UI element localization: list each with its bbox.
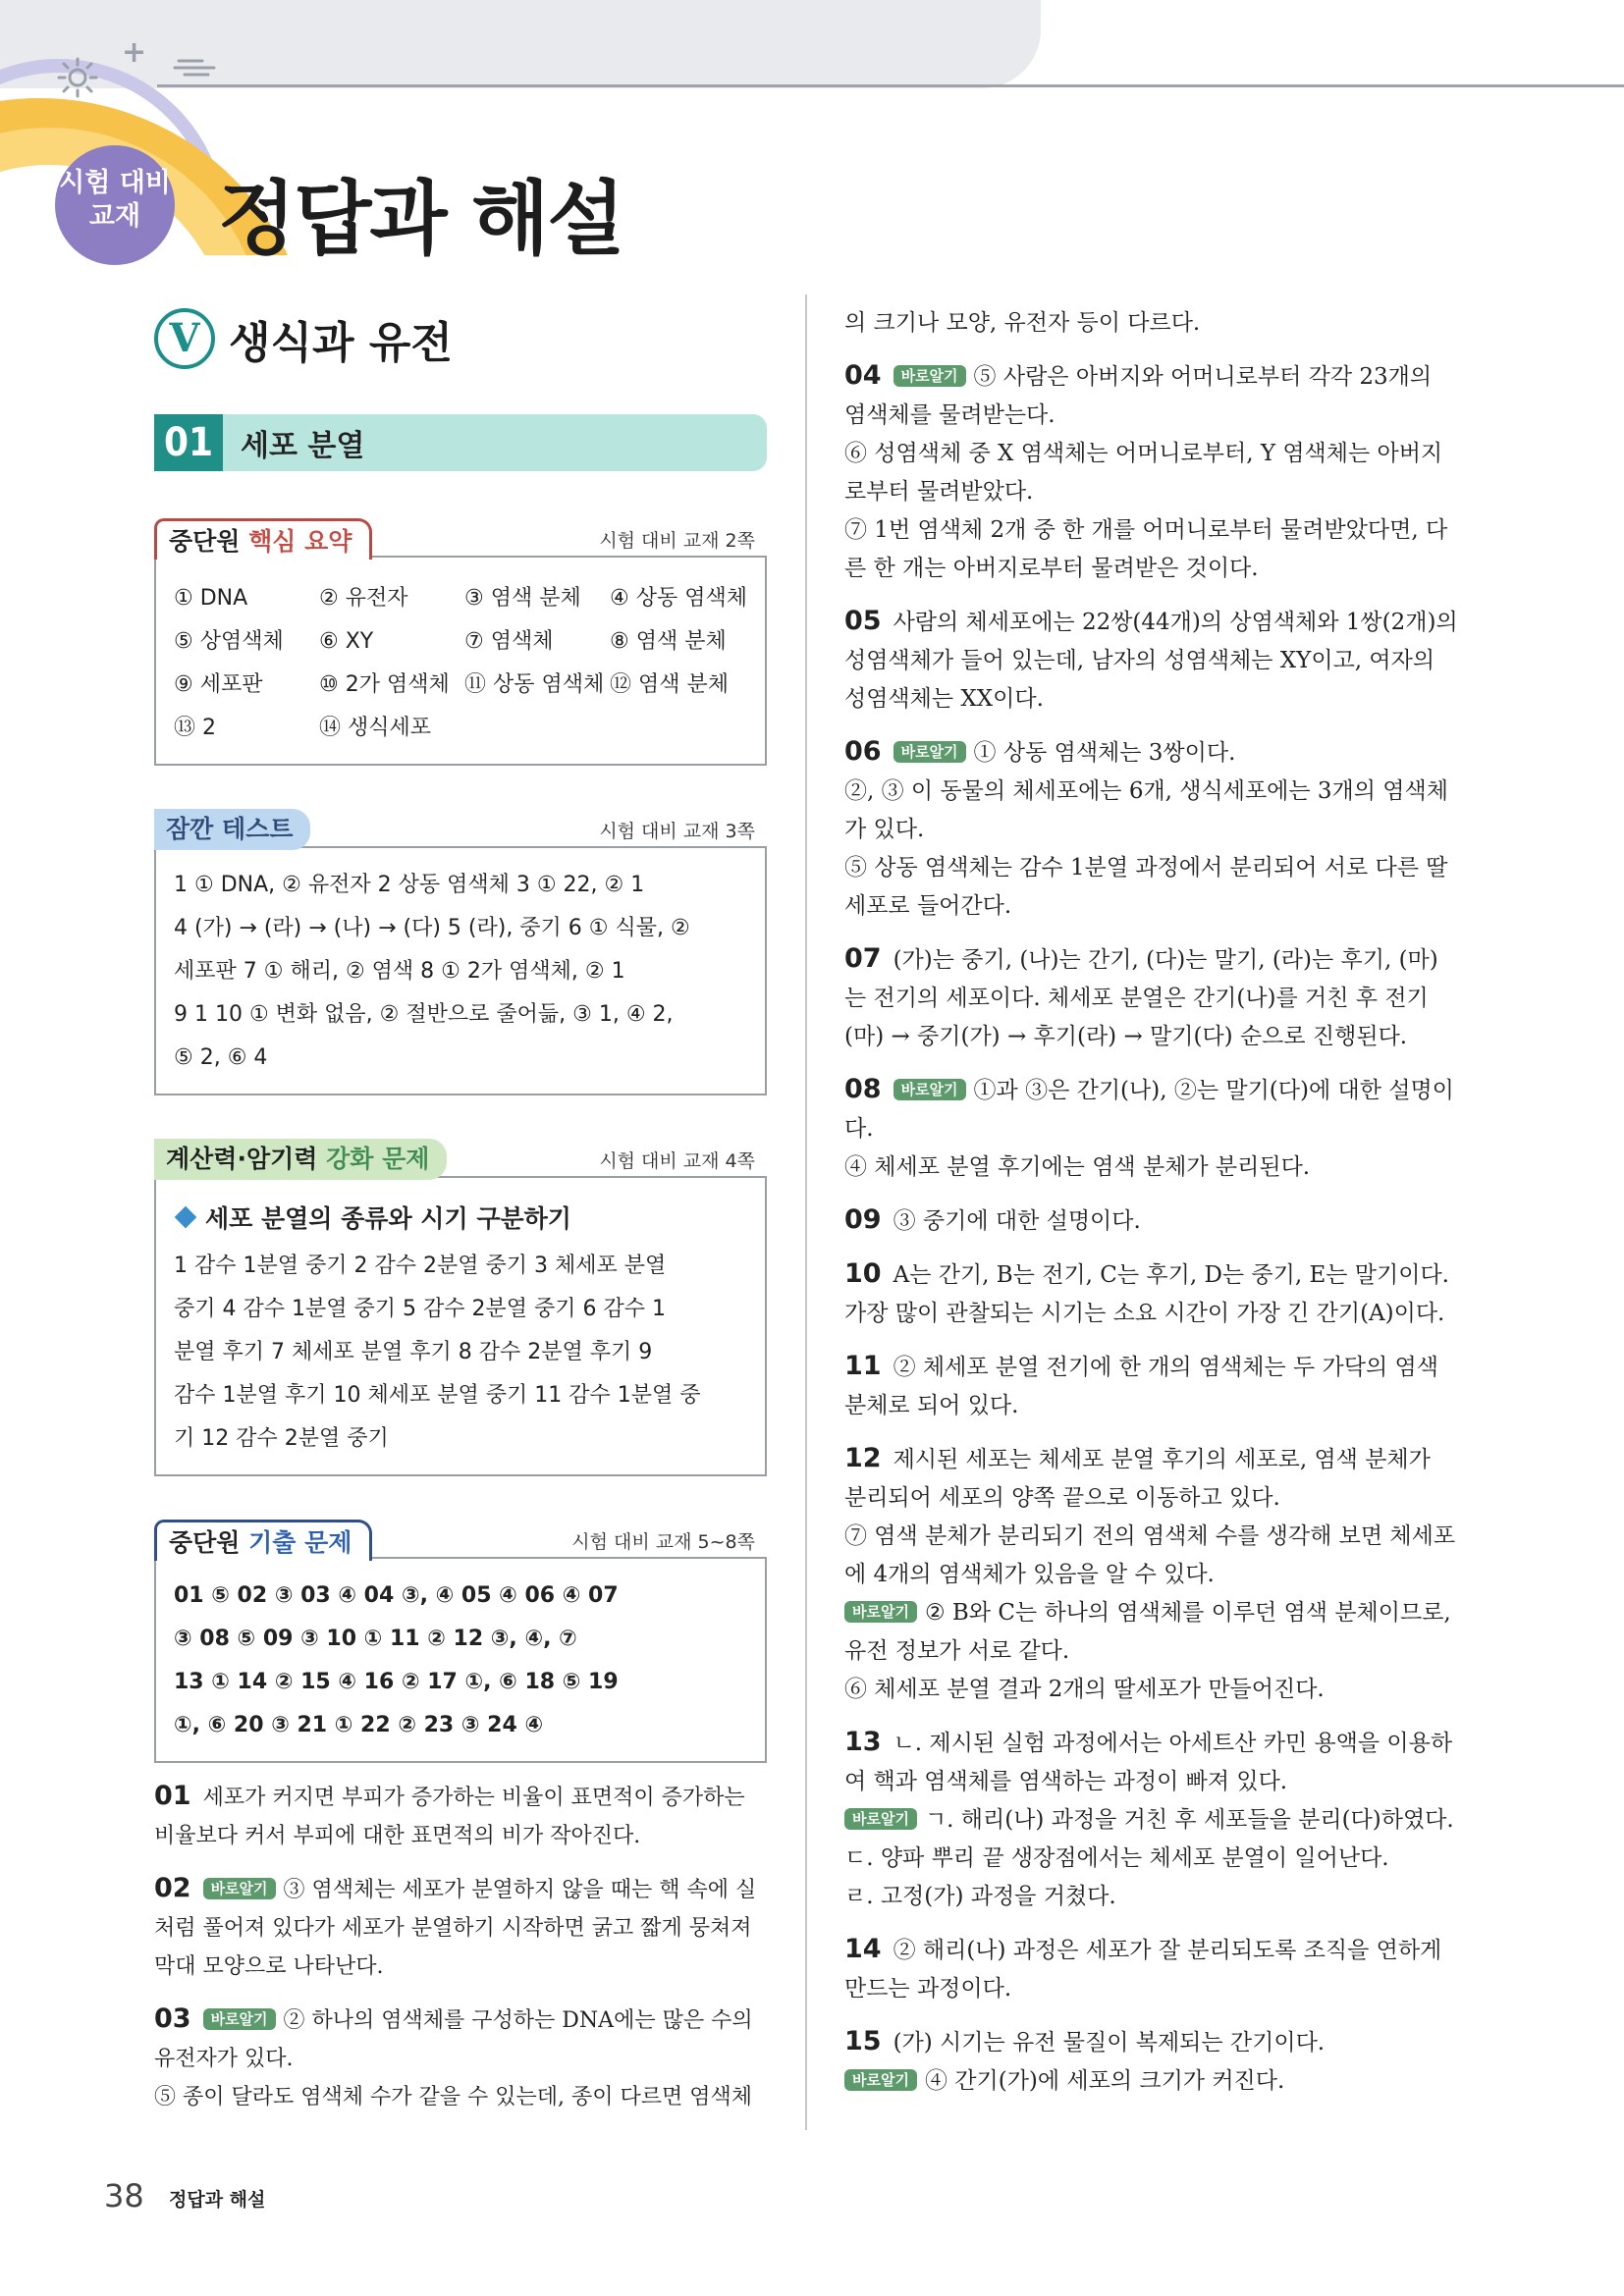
answer-line [844,1070,1458,1148]
practice-subheading [174,1200,747,1239]
answer-text: ㄷ. 양파 뿌리 끝 생장점에서는 체세포 분열이 일어난다. [844,1845,1389,1871]
answer-line [844,1801,1458,1840]
answer-line [844,435,1458,511]
answer-line [844,602,1458,719]
quick-test-tag-prefix: 잠깐 [166,815,223,843]
answer-explanation [844,1930,1458,2008]
answer-line [844,939,1458,1056]
wind-lines-icon [173,57,216,77]
answer-text: ① 상동 염색체는 3쌍이다. [973,740,1236,766]
answer-number: 15 [844,2026,882,2056]
practice-ref: 시험 대비 교재 4쪽 [599,1150,755,1172]
answer-text: ② B와 C는 하나의 염색체를 이루던 염색 분체이므로, 유전 정보가 서로 같다. [844,1600,1451,1664]
quick-test-line: 세포판 7 ① 해리, ② 염색 8 ① 2가 염색체, ② 1 [174,959,625,984]
answer-number: 01 [154,1781,191,1811]
answer-line [844,1878,1458,1916]
correction-badge: 바로알기 [844,1808,917,1830]
answer-line [844,1671,1458,1709]
exam-tag-accent: 기출 문제 [248,1528,352,1557]
chapter-title: 세포 분열 [241,429,365,463]
practice-tag-prefix: 계산력·암기력 [166,1145,327,1173]
answer-line [844,1439,1458,1518]
left-answers [154,1777,767,2116]
answer-line [844,1930,1458,2008]
answer-text: ①과 ③은 간기(나), ②는 말기(다)에 대한 설명이다. [844,1078,1454,1142]
answer-text: ⑦ 1번 염색체 2개 중 한 개를 어머니로부터 물려받았다면, 다른 한 개는 아버지로부터 물려받은 것이다. [844,517,1448,581]
unit-roman-numeral: V [154,308,215,369]
answer-line [844,1594,1458,1671]
exam-tag [154,1520,372,1561]
answer-text: ⑥ 성염색체 중 X 염색체는 어머니로부터, Y 염색체는 아버지로부터 물려받았다. [844,441,1443,505]
quick-test-box [154,815,767,1095]
answer-text: (가) 시기는 유전 물질이 복제되는 간기이다. [893,2030,1326,2056]
answer-text: ㄹ. 고정(가) 과정을 거쳤다. [844,1884,1116,1909]
answer-number: 02 [154,1873,191,1903]
answer-explanation [844,304,1458,343]
header-grey-band [0,0,1041,88]
summary-item: ③ 염색 분체 [464,586,581,611]
answer-explanation [154,2000,767,2078]
quick-test-line: ⑤ 2, ⑥ 4 [174,1045,268,1070]
summary-tag-prefix: 중단원 [169,527,249,556]
plus-icon: + [122,35,147,70]
left-column [154,304,767,2116]
answer-explanation [154,1869,767,1986]
answer-explanation [844,356,1458,588]
answer-text: ② 해리(나) 과정은 세포가 잘 분리되도록 조직을 연하게 만드는 과정이다. [844,1938,1442,2002]
answer-text: 세포가 커지면 부피가 증가하는 비율이 표면적이 증가하는 비율보다 커서 부피에 대한 표면적의 비가 작아진다. [154,1786,745,1848]
exam-ref: 시험 대비 교재 5~8쪽 [571,1531,755,1553]
summary-item: ⑫ 염색 분체 [610,672,729,697]
answer-text: ⑤ 사람은 아버지와 어머니로부터 각각 23개의 염색체를 물려받는다. [844,364,1433,428]
answer-text: 의 크기나 모양, 유전자 등이 다르다. [844,310,1201,336]
answer-line [844,1148,1458,1187]
exam-line: 13 ① 14 ② 15 ④ 16 ② 17 ①, ⑥ 18 ⑤ 19 [174,1670,619,1694]
answer-number: 03 [154,2003,191,2034]
answer-number: 06 [844,736,882,767]
exam-body [156,1559,765,1761]
answer-explanation [844,939,1458,1056]
answer-text: ⑥ 체세포 분열 결과 2개의 딸세포가 만들어진다. [844,1677,1325,1702]
answer-number: 11 [844,1351,882,1381]
summary-grid [174,577,747,750]
answer-line [844,2022,1458,2062]
badge-line-1: 시험 대비 [59,168,171,198]
header-rule [157,84,1624,87]
answer-explanation [844,602,1458,719]
answer-explanation [844,1439,1458,1709]
answer-line [844,1347,1458,1425]
answer-text: ㄴ. 제시된 실험 과정에서는 아세트산 카민 용액을 이용하여 핵과 염색체를 염색하는 과정이 빠져 있다. [844,1731,1453,1794]
answer-text: ④ 체세포 분열 후기에는 염색 분체가 분리된다. [844,1154,1311,1180]
answer-number: 07 [844,943,882,974]
summary-box-ref: 시험 대비 교재 2쪽 [599,530,755,552]
summary-item: ⑧ 염색 분체 [610,629,727,654]
unit-heading [154,304,767,373]
practice-line: 1 감수 1분열 중기 2 감수 2분열 중기 3 체세포 분열 [174,1254,667,1278]
practice-line: 감수 1분열 후기 10 체세포 분열 중기 11 감수 1분열 중 [174,1383,701,1408]
answer-text: ③ 중기에 대한 설명이다. [893,1208,1141,1234]
correction-badge: 바로알기 [844,1601,917,1623]
quick-test-tag [154,809,310,850]
quick-test-line: 9 1 10 ① 변화 없음, ② 절반으로 줄어듦, ③ 1, ④ 2, [174,1002,674,1027]
answer-text: ②, ③ 이 동물의 체세포에는 6개, 생식세포에는 3개의 염색체가 있다. [844,778,1448,842]
practice-line: 분열 후기 7 체세포 분열 후기 8 감수 2분열 후기 9 [174,1340,653,1364]
practice-subheading-text: 세포 분열의 종류와 시기 구분하기 [205,1204,571,1233]
answer-text: ⑤ 종이 달라도 염색체 수가 같을 수 있는데, 종이 다르면 염색체 [154,2085,752,2109]
summary-item: ⑦ 염색체 [464,629,554,654]
answer-explanation [844,1201,1458,1241]
answer-line [844,2062,1458,2101]
answer-line [844,732,1458,773]
answer-explanation [844,1070,1458,1187]
summary-box-body [156,558,765,764]
quick-test-ref: 시험 대비 교재 3쪽 [599,821,755,842]
diamond-bullet-icon [175,1206,197,1229]
answer-explanation [844,1255,1458,1333]
quick-test-line: 4 (가) → (라) → (나) → (다) 5 (라), 중기 6 ① 식물, ② [174,916,690,940]
answer-text: ⑦ 염색 분체가 분리되기 전의 염색체 수를 생각해 보면 체세포에 4개의 염색체가 있음을 알 수 있다. [844,1523,1456,1587]
exam-tag-prefix: 중단원 [169,1528,249,1557]
summary-box [154,527,767,766]
sun-icon [57,57,98,98]
answer-line [844,1255,1458,1333]
answer-text: ② 하나의 염색체를 구성하는 DNA에는 많은 수의 유전자가 있다. [154,2008,753,2071]
answer-explanation [154,1777,767,1855]
quick-test-tag-accent: 테스트 [222,815,294,843]
page-title: 정답과 해설 [218,173,623,266]
unit-title: 생식과 유전 [229,318,453,368]
summary-item: ④ 상동 염색체 [610,586,747,611]
exam-line: ③ 08 ⑤ 09 ③ 10 ① 11 ② 12 ③, ④, ⑦ [174,1627,577,1651]
right-column [844,304,1458,2101]
answer-line [844,356,1458,435]
answer-explanation [844,1347,1458,1425]
answer-text: ⑤ 상동 염색체는 감수 1분열 과정에서 분리되어 서로 다른 딸세포로 들어간다. [844,855,1448,919]
answer-number: 14 [844,1934,882,1964]
summary-item: ① DNA [174,586,248,611]
summary-item [610,707,757,750]
correction-badge: 바로알기 [893,365,966,387]
quick-test-line: 1 ① DNA, ② 유전자 2 상동 염색체 3 ① 22, ② 1 [174,873,645,897]
answer-line [844,304,1458,343]
quick-test-body [156,848,765,1094]
answer-number: 04 [844,360,882,391]
answer-text: A는 간기, B는 전기, C는 후기, D는 중기, E는 말기이다. 가장 많이 관찰되는 시기는 소요 시간이 가장 긴 간기(A)이다. [844,1262,1449,1326]
exam-line: ①, ⑥ 20 ③ 21 ① 22 ② 23 ③ 24 ④ [174,1713,544,1737]
answer-line [844,1201,1458,1241]
answer-line [844,1840,1458,1878]
answer-text: ② 체세포 분열 전기에 한 개의 염색체는 두 가닥의 염색 분체로 되어 있다. [844,1355,1438,1418]
practice-tag [154,1139,447,1180]
summary-item: ⑩ 2가 염색체 [319,672,450,697]
summary-item: ② 유전자 [319,586,408,611]
correction-badge: 바로알기 [203,2008,276,2030]
summary-box-tag [154,518,372,560]
exam-line: 01 ⑤ 02 ③ 03 ④ 04 ③, ④ 05 ④ 06 ④ 07 [174,1583,619,1608]
badge-line-2: 교재 [88,201,141,232]
correction-badge: 바로알기 [893,1079,966,1100]
answer-text: 제시된 세포는 체세포 분열 후기의 세포로, 염색 분체가 분리되어 세포의 양쪽 끝으로 이동하고 있다. [844,1447,1431,1511]
practice-line: 기 12 감수 2분열 중기 [174,1426,389,1451]
answer-line [844,511,1458,588]
summary-item: ⑬ 2 [174,716,216,740]
exam-prep-badge [55,145,175,265]
answer-number: 13 [844,1727,882,1757]
answer-explanation [844,1723,1458,1916]
summary-item: ⑥ XY [319,629,374,654]
answer-text: ④ 간기(가)에 세포의 크기가 커진다. [924,2068,1285,2094]
answer-text: ③ 염색체는 세포가 분열하지 않을 때는 핵 속에 실처럼 풀어져 있다가 세포가 분열하기 시작하면 굵고 짧게 뭉쳐져 막대 모양으로 나타난다. [154,1878,757,1979]
answer-text: ㄱ. 해리(나) 과정을 거친 후 세포들을 분리(다)하였다. [924,1807,1454,1833]
answer-line [844,773,1458,849]
correction-badge: 바로알기 [893,741,966,763]
correction-badge: 바로알기 [844,2069,917,2091]
answer-explanation [844,2022,1458,2101]
answer-line [844,1723,1458,1801]
summary-tag-accent: 핵심 요약 [248,527,352,556]
answer-number: 08 [844,1074,882,1104]
answer-number: 09 [844,1204,882,1235]
answer-text: 사람의 체세포에는 22쌍(44개)의 상염색체와 1쌍(2개)의 성염색체가 들어 있는데, 남자의 성염색체는 XY이고, 여자의 성염색체는 XX이다. [844,610,1458,712]
footer-label: 정답과 해설 [169,2189,266,2211]
answer-number: 12 [844,1443,882,1473]
summary-item: ⑭ 생식세포 [319,716,432,740]
summary-item: ⑪ 상동 염색체 [464,672,605,697]
summary-item: ⑨ 세포판 [174,672,263,697]
exam-box [154,1528,767,1763]
answer-explanation [844,732,1458,926]
summary-item: ⑤ 상염색체 [174,629,284,654]
column-divider [805,294,807,2130]
answer-line [844,849,1458,926]
chapter-number: 01 [154,414,223,471]
chapter-heading [154,414,767,471]
practice-box [154,1145,767,1476]
correction-badge: 바로알기 [203,1878,276,1899]
answer-number: 10 [844,1258,882,1289]
practice-body [156,1178,765,1474]
summary-item [464,707,610,750]
answer-text: (가)는 중기, (나)는 간기, (다)는 말기, (라)는 후기, (마)는 전기의 세포이다. 체세포 분열은 간기(나)를 거친 후 전기(마) → 중기(가) → 후기(라) → 말기(다) 순으로 진행된다. [844,947,1438,1049]
practice-tag-accent: 강화 문제 [326,1145,430,1173]
answer-number: 05 [844,606,882,636]
page-number: 38 [104,2177,144,2215]
practice-line: 중기 4 감수 1분열 중기 5 감수 2분열 중기 6 감수 1 [174,1297,666,1321]
answer-line [844,1518,1458,1594]
